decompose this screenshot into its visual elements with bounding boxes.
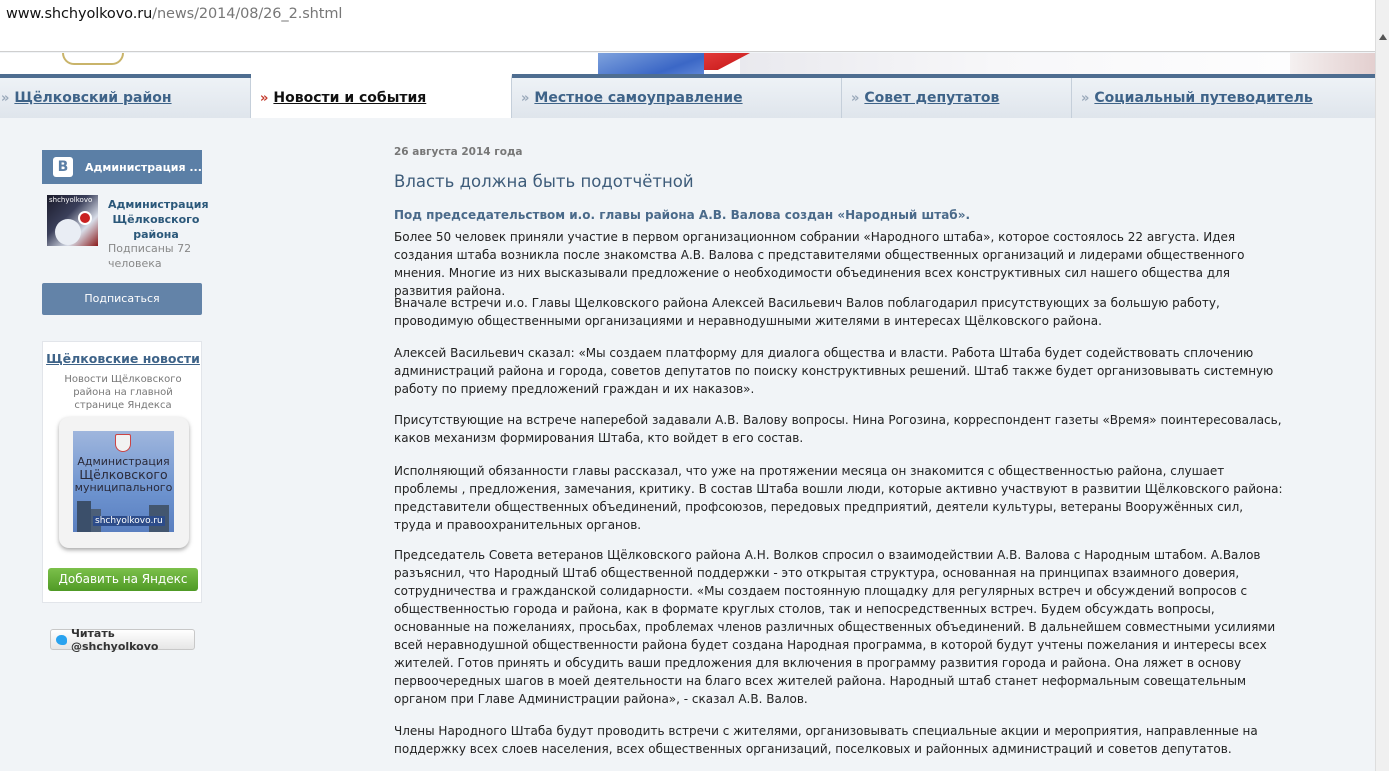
- nav-arrow-icon: »: [1081, 90, 1090, 106]
- vk-subscriber-count: Подписаны 72 человека: [108, 242, 192, 270]
- yandex-widget-card[interactable]: [59, 417, 189, 548]
- vk-widget-body: [42, 184, 209, 282]
- building-shape: [77, 501, 91, 532]
- vk-subscribe-button[interactable]: Подписаться: [42, 283, 202, 315]
- article-headline: Власть должна быть подотчётной: [394, 172, 694, 191]
- article-paragraph: Вначале встречи и.о. Главы Щелковского района Алексей Васильевич Валов поблагодарил присутствующих за большую работу, проводимую общественными организациями и неравнодушными жителями в интересах Щёлковского района.: [394, 296, 1220, 328]
- browser-address-bar[interactable]: [0, 0, 1389, 52]
- nav-tab-news[interactable]: [251, 74, 512, 118]
- nav-link-council[interactable]: Совет депутатов: [864, 90, 1000, 106]
- banner-background: [740, 53, 1375, 74]
- url-text[interactable]: [6, 6, 342, 22]
- yandex-news-widget: [42, 341, 202, 603]
- image-site-label: shchyolkovo.ru: [95, 516, 163, 526]
- image-caption-line1: Администрация: [77, 455, 170, 468]
- nav-link-district[interactable]: Щёлковский район: [14, 90, 172, 106]
- flag-blue-stripe: [598, 53, 704, 74]
- vk-group-name[interactable]: Администрация Щёлковского района: [108, 198, 209, 241]
- site-banner: [0, 53, 1375, 74]
- vk-group-avatar[interactable]: [47, 195, 98, 246]
- nav-link-self-government[interactable]: Местное самоуправление: [534, 90, 743, 106]
- administration-logo-image[interactable]: [73, 431, 174, 532]
- nav-arrow-icon: »: [851, 90, 860, 106]
- nav-tab-district[interactable]: [0, 78, 251, 118]
- image-caption-line2: Щёлковского: [79, 467, 168, 482]
- add-to-yandex-button[interactable]: Добавить на Яндекс: [48, 568, 198, 591]
- nav-link-news[interactable]: Новости и события: [273, 90, 427, 106]
- avatar-shape: [55, 219, 81, 245]
- avatar-dot: [78, 211, 92, 225]
- main-navigation: [0, 74, 1375, 118]
- coat-of-arms-icon: [62, 53, 124, 65]
- avatar-tag: shchyolkovo: [49, 196, 93, 204]
- article-paragraph: Алексей Васильевич сказал: «Мы создаем платформу для диалога общества и власти. Работа Штаба будет содействовать сплочению администраций района и города, советов депутатов по поиску конструктивных решений. Штаб также будет организовывать системную работу по приему предложений граждан и их наказов».: [394, 346, 1274, 396]
- crest-icon: [115, 434, 131, 452]
- article-paragraph: Исполняющий обязанности главы рассказал, что уже на протяжении месяца он знакомится с общественностью района, слушает проблемы , предложения, замечания, критику. В состав Штаба вошли люди, которые активно участвуют в развитии Щёлковского района: представители общественных объединений, профсоюзов, передовых предприятий, деятели культуры, ветераны Вооружённых сил, труда и правоохранительных органов.: [394, 464, 1283, 532]
- nav-arrow-icon: »: [260, 90, 269, 106]
- twitter-follow-button[interactable]: [50, 626, 195, 653]
- nav-tab-council[interactable]: [842, 78, 1072, 118]
- url-path: /news/2014/08/26_2.shtml: [152, 6, 343, 22]
- vk-widget-header[interactable]: [42, 150, 202, 184]
- article-paragraph: Члены Народного Штаба будут проводить встречи с жителями, организовывать специальные акции и мероприятия, направленные на поддержку всех слоев населения, всех общественных организаций, поселковых и районных администраций и советов депутатов.: [394, 724, 1258, 756]
- article-paragraph: Председатель Совета ветеранов Щёлковского района А.Н. Волков спросил о взаимодействии А.В. Валова с Народным штабом. А.Валов разъяснил, что Народный Штаб общественной поддержки - это открытая структура, основанная на принципах взаимного доверия, сотрудничества и гражданской солидарности. «Мы создаем постоянную площадку для регулярных встреч и обсуждений вопросов с общественностью города и района, как в формате круглых столов, так и непосредственных встреч. Будем обсуждать вопросы, основанные на пожеланиях, просьбах, проблемах членов различных общественных объединений. В дальнейшем совместными усилиями всей неравнодушной общественности района будет создана Народная программа, в которой будут учтены пожелания и интересы всех жителей. Готов принять и обсудить ваши предложения для включения в программу развития города и района. Она ляжет в основу первоочередных шагов в моей деятельности на благо всех жителей района. Народный штаб станет неформальным совещательным органом при Главе Администрации района», - сказал А.В. Валов.: [394, 548, 1276, 706]
- article-date: 26 августа 2014 года: [394, 146, 523, 158]
- scroll-up-arrow-icon[interactable]: [1379, 34, 1387, 40]
- nav-arrow-icon: »: [1, 90, 10, 106]
- vk-widget-title[interactable]: Администрация ...: [85, 160, 202, 174]
- article-paragraph: Более 50 человек приняли участие в первом организационном собрании «Народного штаба», которое состоялось 22 августа. Идея создания штаба возникла после знакомства А.В. Валова с представителями общественных организаций и лидерами общественного мнения. Многие из них высказывали предложение о необходимости объединения всех конструктивных сил нашего общества для развития района.: [394, 230, 1245, 298]
- yandex-widget-title[interactable]: Щёлковские новости: [46, 351, 200, 366]
- yandex-widget-description: Новости Щёлковского района на главной странице Яндекса: [64, 374, 182, 411]
- nav-link-social-guide[interactable]: Социальный путеводитель: [1094, 90, 1313, 106]
- image-caption-line3: муниципального: [74, 481, 173, 494]
- vk-logo-icon: B: [53, 157, 73, 177]
- vertical-scrollbar[interactable]: [1375, 0, 1389, 771]
- image-caption: [73, 455, 174, 494]
- banner-background-right: [1290, 53, 1375, 74]
- url-domain: www.shchyolkovo.ru: [6, 6, 153, 22]
- nav-tab-social-guide[interactable]: [1072, 78, 1375, 118]
- twitter-follow-label: Читать @shchyolkovo: [70, 626, 159, 653]
- article-paragraph: Присутствующие на встрече наперебой задавали А.В. Валову вопросы. Нина Рогозина, корреспондент газеты «Время» поинтересовалась, каков механизм формирования Штаба, кто войдет в его состав.: [394, 413, 1282, 445]
- article-lead: Под председательством и.о. главы района А.В. Валова создан «Народный штаб».: [394, 208, 970, 222]
- nav-tab-self-government[interactable]: [512, 78, 842, 118]
- twitter-bird-icon: [56, 635, 67, 645]
- nav-arrow-icon: »: [521, 90, 530, 106]
